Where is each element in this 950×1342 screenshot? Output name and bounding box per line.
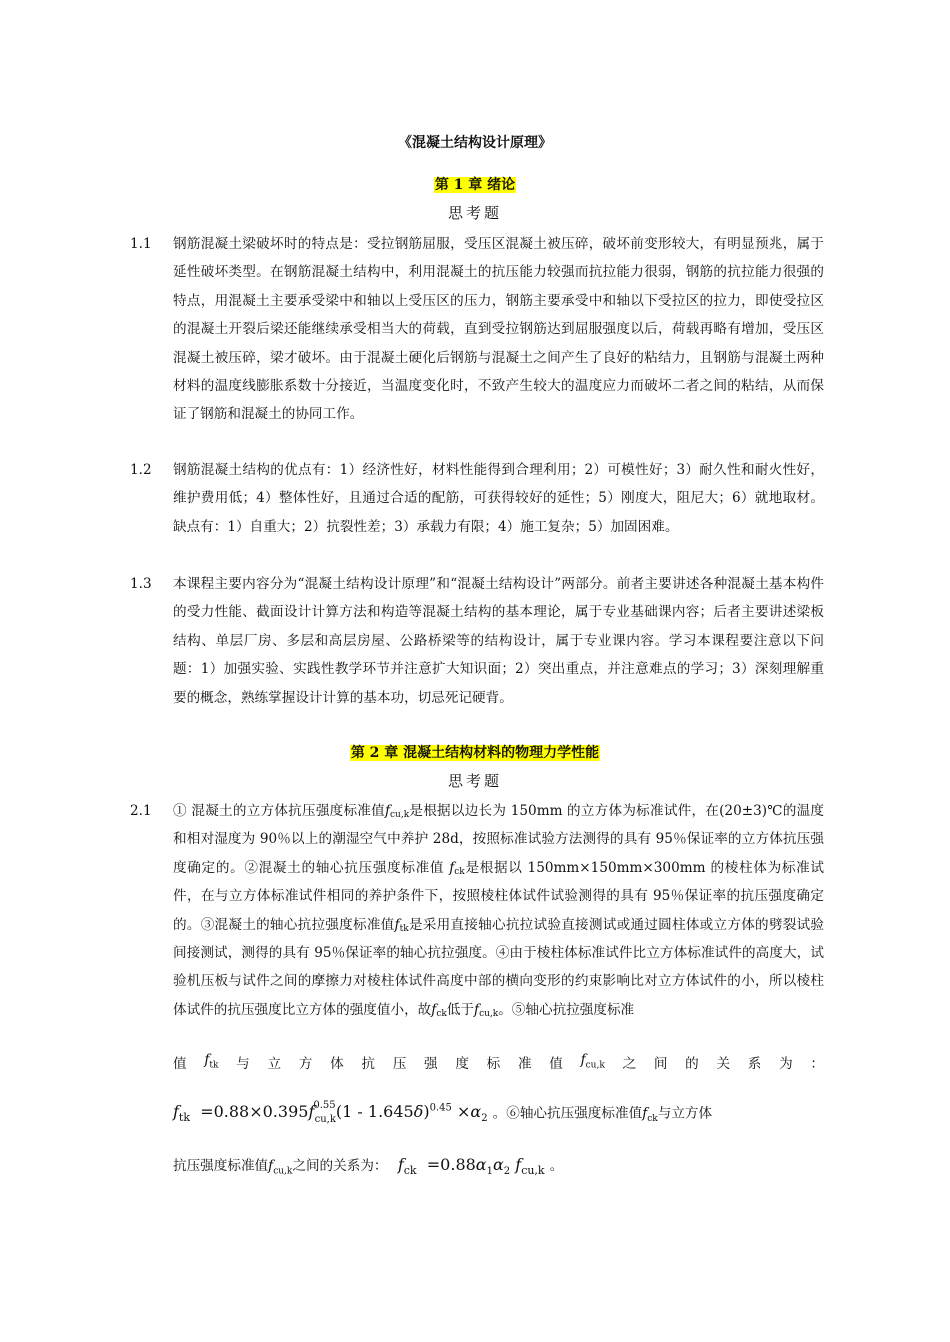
symbol-f: f	[384, 803, 391, 819]
subscript-ck: ck	[436, 1008, 447, 1019]
spread-char: 强	[424, 1056, 438, 1072]
question-number: 1.3	[130, 576, 152, 592]
symbol-f: f	[642, 1105, 648, 1122]
answer-text: 是根据以 150mm×150mm×300mm 的棱柱体为标准试件，在与立方体标准试件相同的养护条件下，按照棱柱体试件试验测得的具有 95％保证率的抗压强度确定的。③混凝土的轴心抗拉强度标准值	[173, 859, 825, 933]
answer-text: 。	[549, 1158, 564, 1174]
subscript-ck: ck	[454, 866, 465, 877]
spread-char: 系	[747, 1056, 762, 1072]
spread-char: 之	[622, 1056, 637, 1072]
spread-char: ：	[810, 1056, 824, 1072]
answer-text: 抗压强度标准值	[173, 1158, 269, 1174]
chapter-1-heading-text: 第 1 章 绪论	[434, 177, 516, 193]
symbol-f: f	[431, 1001, 437, 1018]
question-answer: 钢筋混凝土梁破坏时的特点是：受拉钢筋屈服，受压区混凝土被压碎，破坏前变形较大，有明显预兆，属于延性破坏类型。在钢筋混凝土结构中，利用混凝土的抗压能力较强而抗拉能力很弱，钢筋的抗拉能力很强的特点，用混凝土主要承受梁中和轴以上受压区的压力，钢筋主要承受中和轴以下受拉区的拉力，即使受拉区的混凝土开裂后梁还能继续承受相当大的荷载，直到受拉钢筋达到屈服强度以后，荷载再略有增加，受压区混凝土被压碎，梁才破坏。由于混凝土硬化后钢筋与混凝土之间产生了良好的粘结力，且钢筋与混凝土两种材料的温度线膨胀系数十分接近，当温度变化时，不致产生较大的温度应力而破坏二者之间的粘结，从而保证了钢筋和混凝土的协同工作。	[173, 236, 824, 423]
spread-char: 为	[779, 1056, 793, 1072]
question-answer: 钢筋混凝土结构的优点有：1）经济性好，材料性能得到合理利用；2）可模性好；3）耐久性和耐火性好，维护费用低；4）整体性好，且通过合适的配筋，可获得较好的延性；5）刚度大，阻尼大；6）就地取材。缺点有：1）自重大；2）抗裂性差；3）承载力有限；4）施工复杂；5）加固困难。	[173, 462, 824, 535]
answer-text: 低于	[446, 1001, 475, 1018]
chapter-2-heading-text: 第 2 章 混凝土结构材料的物理力学性能	[350, 745, 600, 761]
spread-char: 关	[716, 1056, 731, 1072]
spread-char: 间	[653, 1056, 668, 1072]
spread-char: 体	[330, 1056, 344, 1072]
symbol-f: $f_{tk}$	[204, 1052, 219, 1071]
chapter-2-subheading: 思考题	[447, 772, 502, 790]
chapter-2-heading	[0, 743, 950, 763]
answer-text: 与立方体	[657, 1105, 713, 1122]
answer-text: ① 混凝土的立方体抗压强度标准值	[173, 803, 385, 819]
spread-char: 值	[173, 1056, 187, 1072]
spread-char: 值	[549, 1056, 563, 1072]
spread-char: 压	[392, 1056, 407, 1072]
question-number: 1.1	[130, 236, 152, 252]
spread-char: 度	[455, 1056, 469, 1072]
spread-char: 标	[486, 1056, 501, 1072]
subscript-tk: tk	[399, 923, 409, 934]
symbol-f: f	[394, 916, 400, 933]
formula-fck: $f_{ck} =0.88\alpha_1\alpha_2$ $f_{cu,k}$	[397, 1155, 545, 1178]
formula-ftk: $f_{tk} =0.88\times 0.395f^{0.55}_{cu,k}(1 - 1.645\delta)^{0.45} \times\alpha_2$	[173, 1100, 488, 1125]
answer-text: 。⑤轴心抗拉强度标准	[498, 1001, 635, 1018]
answer-text: 。⑥轴心抗压强度标准值	[492, 1105, 643, 1122]
answer-text: 之间的关系为：	[292, 1158, 388, 1174]
formula-1-line	[173, 1094, 824, 1135]
question-answer: 本课程主要内容分为“混凝土结构设计原理”和“混凝土结构设计”两部分。前者主要讲述各种混凝土基本构件的受力性能、截面设计计算方法和构造等混凝土结构的基本理论，属于专业基础课内容；后者主要讲述梁板结构、单层厂房、多层和高层房屋、公路桥梁等的结构设计，属于专业课内容。学习本课程要注意以下问题：1）加强实验、实践性教学环节并注意扩大知识面；2）突出重点，并注意难点的学习；3）深刻理解重要的概念，熟练掌握设计计算的基本功，切忌死记硬背。	[173, 576, 824, 706]
symbol-f: $f_{cu,k}$	[580, 1052, 605, 1071]
subscript-ck: ck	[647, 1114, 658, 1125]
answer-text: 是采用直接轴心抗拉试验直接测试或通过圆柱体或立方体的劈裂试验间接测试，测得的具有 95％保证率的轴心抗拉强度。④由于棱柱体标准试件比立方体标准试件的高度大，试验机压板与试件之间的摩擦力对棱柱体试件高度中部的横向变形的约束影响比对立方体试件的小，所以棱柱体试件的抗压强度比立方体的强度值小，故	[173, 916, 825, 1018]
question-number: 2.1	[130, 803, 152, 819]
question-number: 1.2	[130, 462, 152, 478]
subscript-cuk: cu,k	[273, 1166, 293, 1177]
chapter-1-subheading: 思考题	[447, 204, 502, 222]
spread-line	[173, 1052, 824, 1072]
spread-char: 方	[298, 1056, 313, 1072]
spread-char: 立	[267, 1056, 282, 1072]
spread-char: 抗	[361, 1056, 375, 1072]
question-answer	[173, 797, 824, 1024]
formula-2-line	[173, 1150, 824, 1187]
chapter-1-heading	[0, 175, 950, 195]
symbol-f: f	[474, 1001, 480, 1018]
spread-char: 的	[685, 1056, 699, 1072]
spread-line-words	[173, 1052, 824, 1072]
symbol-f: f	[268, 1158, 274, 1174]
spread-char: 与	[236, 1056, 250, 1072]
answer-text: 是根据以边长为 150mm 的立方体为标准试件，在(20±3)℃的温度和相对湿度为 90％以上的潮湿空气中养护 28d，按照标准试验方法测得的具有 95％保证率的立方体抗压强度确定的。②混凝土的轴心抗压强度标准值	[173, 803, 824, 876]
document-title: 《混凝土结构设计原理》	[398, 135, 552, 151]
subscript-cuk: cu,k	[479, 1008, 499, 1019]
subscript-cuk: cu,k	[390, 810, 410, 820]
spread-char: 准	[517, 1056, 532, 1072]
symbol-f: f	[449, 859, 455, 876]
